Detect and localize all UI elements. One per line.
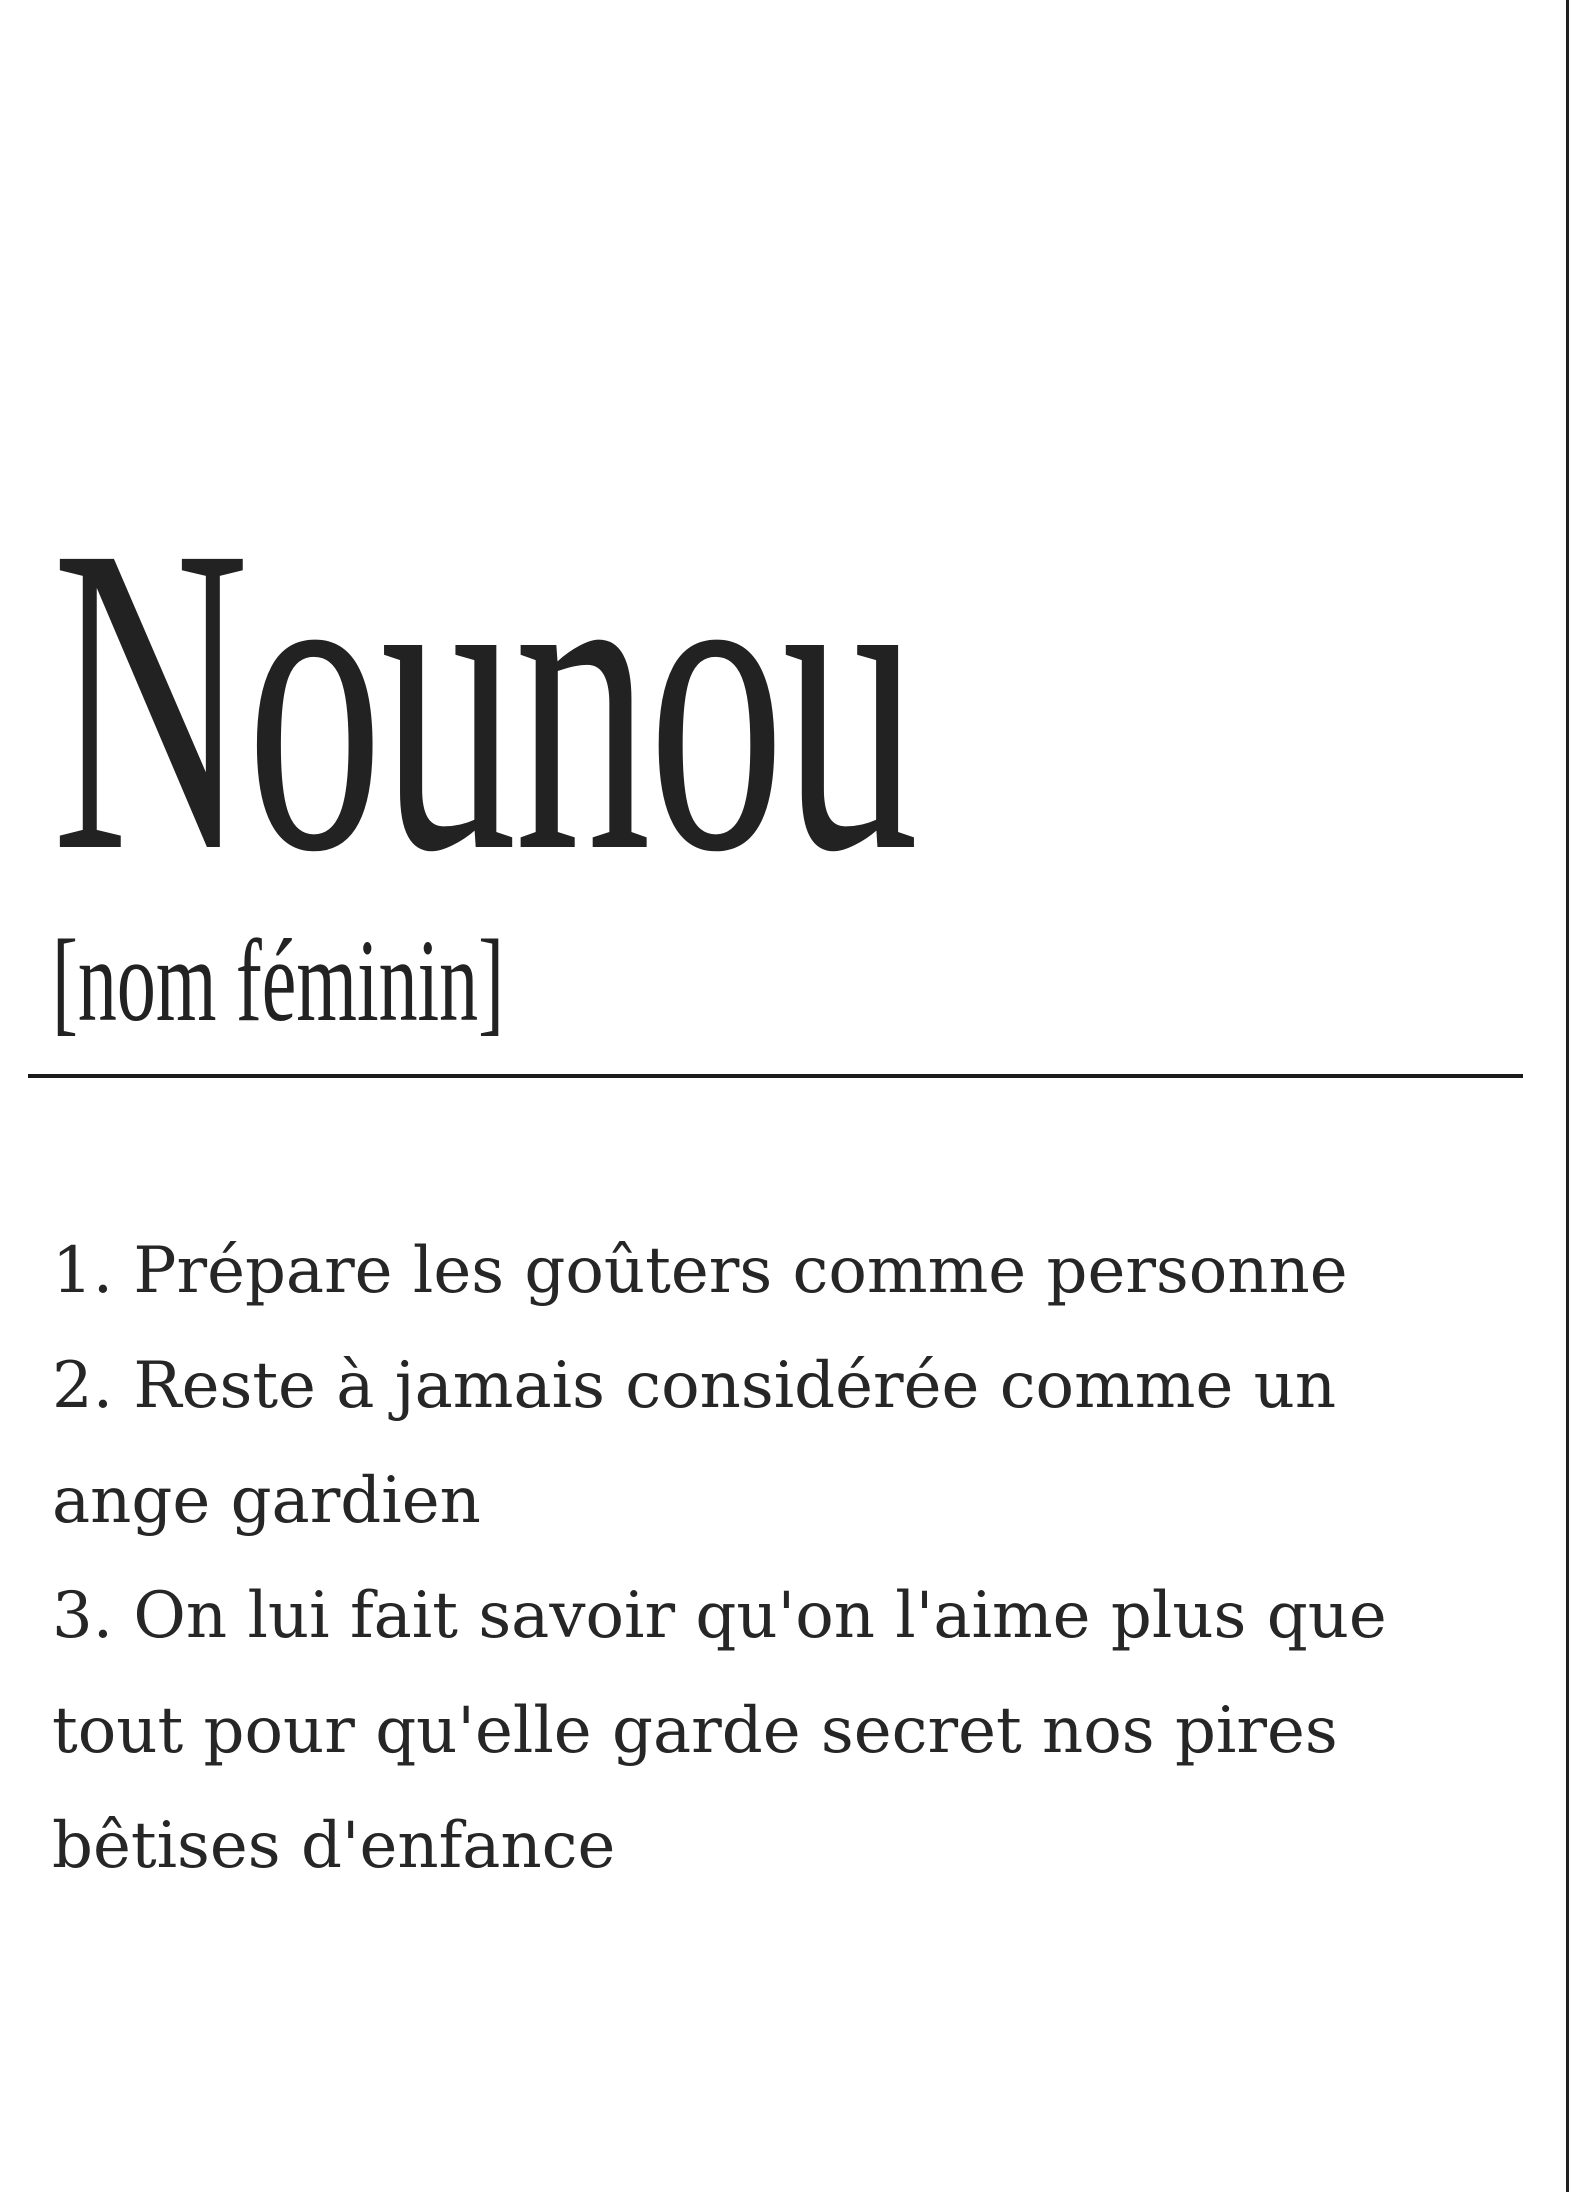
definition-line: 3. On lui fait savoir qu'on l'aime plus que (52, 1579, 1387, 1653)
definition-line: tout pour qu'elle garde secret nos pires (52, 1694, 1338, 1768)
definition-line: 1. Prépare les goûters comme personne (52, 1234, 1348, 1308)
part-of-speech: [nom féminin] (52, 915, 505, 1046)
definitions-list (52, 1214, 1492, 1904)
definition-line: bêtises d'enfance (52, 1809, 616, 1883)
definition-line: 2. Reste à jamais considérée comme un (52, 1349, 1337, 1423)
headword: Nounou (52, 456, 917, 943)
definition-item (52, 1329, 1492, 1559)
divider-line (28, 1074, 1523, 1078)
definition-line: ange gardien (52, 1464, 481, 1538)
definition-item (52, 1559, 1492, 1904)
definition-item (52, 1214, 1492, 1329)
